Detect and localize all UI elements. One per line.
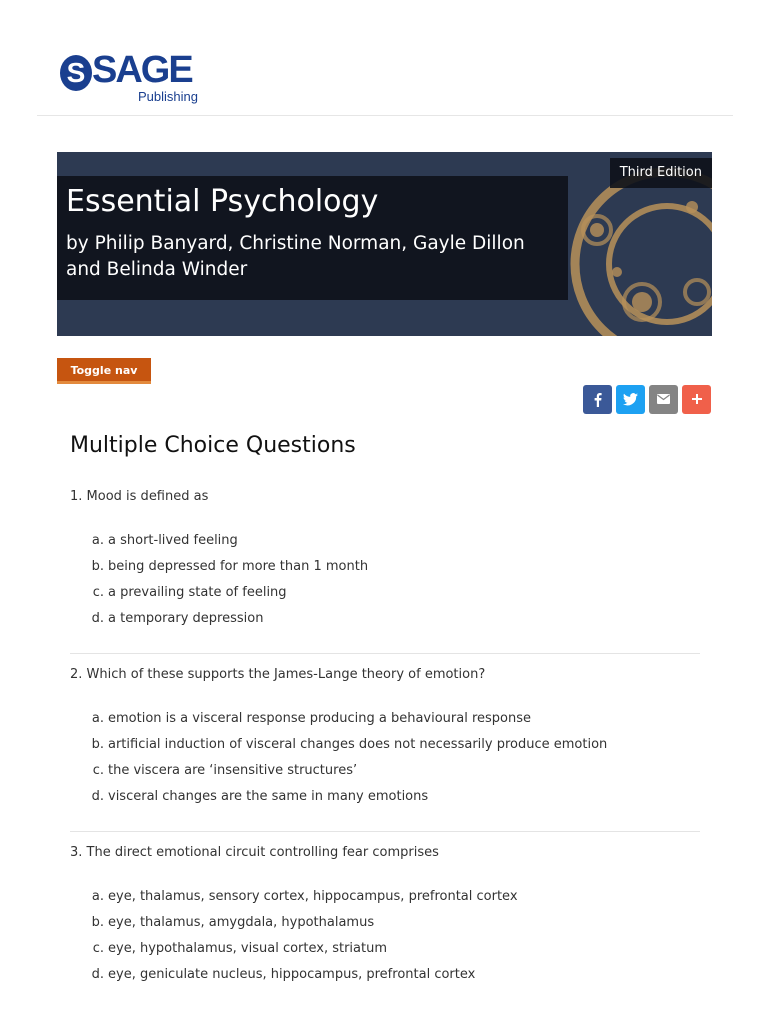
option-text: a short-lived feeling xyxy=(108,533,238,548)
answer-option[interactable] xyxy=(89,559,368,574)
option-text: eye, thalamus, sensory cortex, hippocampus, prefrontal cortex xyxy=(108,889,518,904)
book-title: Essential Psychology xyxy=(66,184,379,219)
facebook-icon xyxy=(591,392,605,407)
answer-option[interactable] xyxy=(89,967,475,982)
option-text: the viscera are ‘insensitive structures’ xyxy=(108,763,358,778)
option-text: a prevailing state of feeling xyxy=(108,585,287,600)
share-more-button[interactable] xyxy=(682,385,711,414)
option-letter: b. xyxy=(91,559,104,574)
answer-option[interactable] xyxy=(89,737,607,752)
sage-logo[interactable] xyxy=(60,49,200,105)
book-banner xyxy=(57,152,712,336)
header-divider xyxy=(37,115,733,116)
option-text: being depressed for more than 1 month xyxy=(108,559,369,574)
sage-logo-subtitle: Publishing xyxy=(138,89,198,104)
option-letter: d. xyxy=(91,967,104,982)
option-text: visceral changes are the same in many emotions xyxy=(108,789,429,804)
sage-logo-mark: S xyxy=(60,55,92,91)
title-panel xyxy=(57,176,568,300)
question-text: 2. Which of these supports the James-Lange theory of emotion? xyxy=(70,667,486,682)
share-twitter-button[interactable] xyxy=(616,385,645,414)
option-text: emotion is a visceral response producing a behavioural response xyxy=(108,711,532,726)
book-authors: by Philip Banyard, Christine Norman, Gayle Dillon and Belinda Winder xyxy=(66,233,525,280)
option-text: eye, hypothalamus, visual cortex, striatum xyxy=(108,941,388,956)
option-letter: c. xyxy=(92,941,104,956)
option-letter: b. xyxy=(91,915,104,930)
answer-option[interactable] xyxy=(89,941,387,956)
question-divider xyxy=(70,653,700,654)
answer-option[interactable] xyxy=(89,915,374,930)
edition-label: Third Edition xyxy=(610,158,712,188)
answer-option[interactable] xyxy=(89,763,357,778)
option-text: artificial induction of visceral changes does not necessarily produce emotion xyxy=(108,737,608,752)
option-letter: c. xyxy=(92,585,104,600)
option-letter: a. xyxy=(91,533,104,548)
option-text: eye, thalamus, amygdala, hypothalamus xyxy=(108,915,375,930)
twitter-icon xyxy=(623,392,638,406)
option-letter: a. xyxy=(91,889,104,904)
option-letter: a. xyxy=(91,711,104,726)
question-divider xyxy=(70,831,700,832)
share-email-button[interactable] xyxy=(649,385,678,414)
email-icon xyxy=(656,392,671,406)
question-text: 1. Mood is defined as xyxy=(70,489,209,504)
answer-option[interactable] xyxy=(89,789,428,804)
sage-logo-word: SAGE xyxy=(92,49,192,91)
toggle-nav-button[interactable]: Toggle nav xyxy=(57,358,151,384)
plus-icon xyxy=(690,392,704,406)
option-text: a temporary depression xyxy=(108,611,264,626)
option-text: eye, geniculate nucleus, hippocampus, prefrontal cortex xyxy=(108,967,476,982)
answer-option[interactable] xyxy=(89,711,531,726)
option-letter: d. xyxy=(91,789,104,804)
answer-option[interactable] xyxy=(89,611,263,626)
option-letter: d. xyxy=(91,611,104,626)
site-header xyxy=(0,0,768,116)
share-facebook-button[interactable] xyxy=(583,385,612,414)
answer-option[interactable] xyxy=(89,889,518,904)
option-letter: c. xyxy=(92,763,104,778)
question-text: 3. The direct emotional circuit controlling fear comprises xyxy=(70,845,439,860)
answer-option[interactable] xyxy=(89,585,287,600)
page-title: Multiple Choice Questions xyxy=(70,433,356,458)
option-letter: b. xyxy=(91,737,104,752)
answer-option[interactable] xyxy=(89,533,238,548)
